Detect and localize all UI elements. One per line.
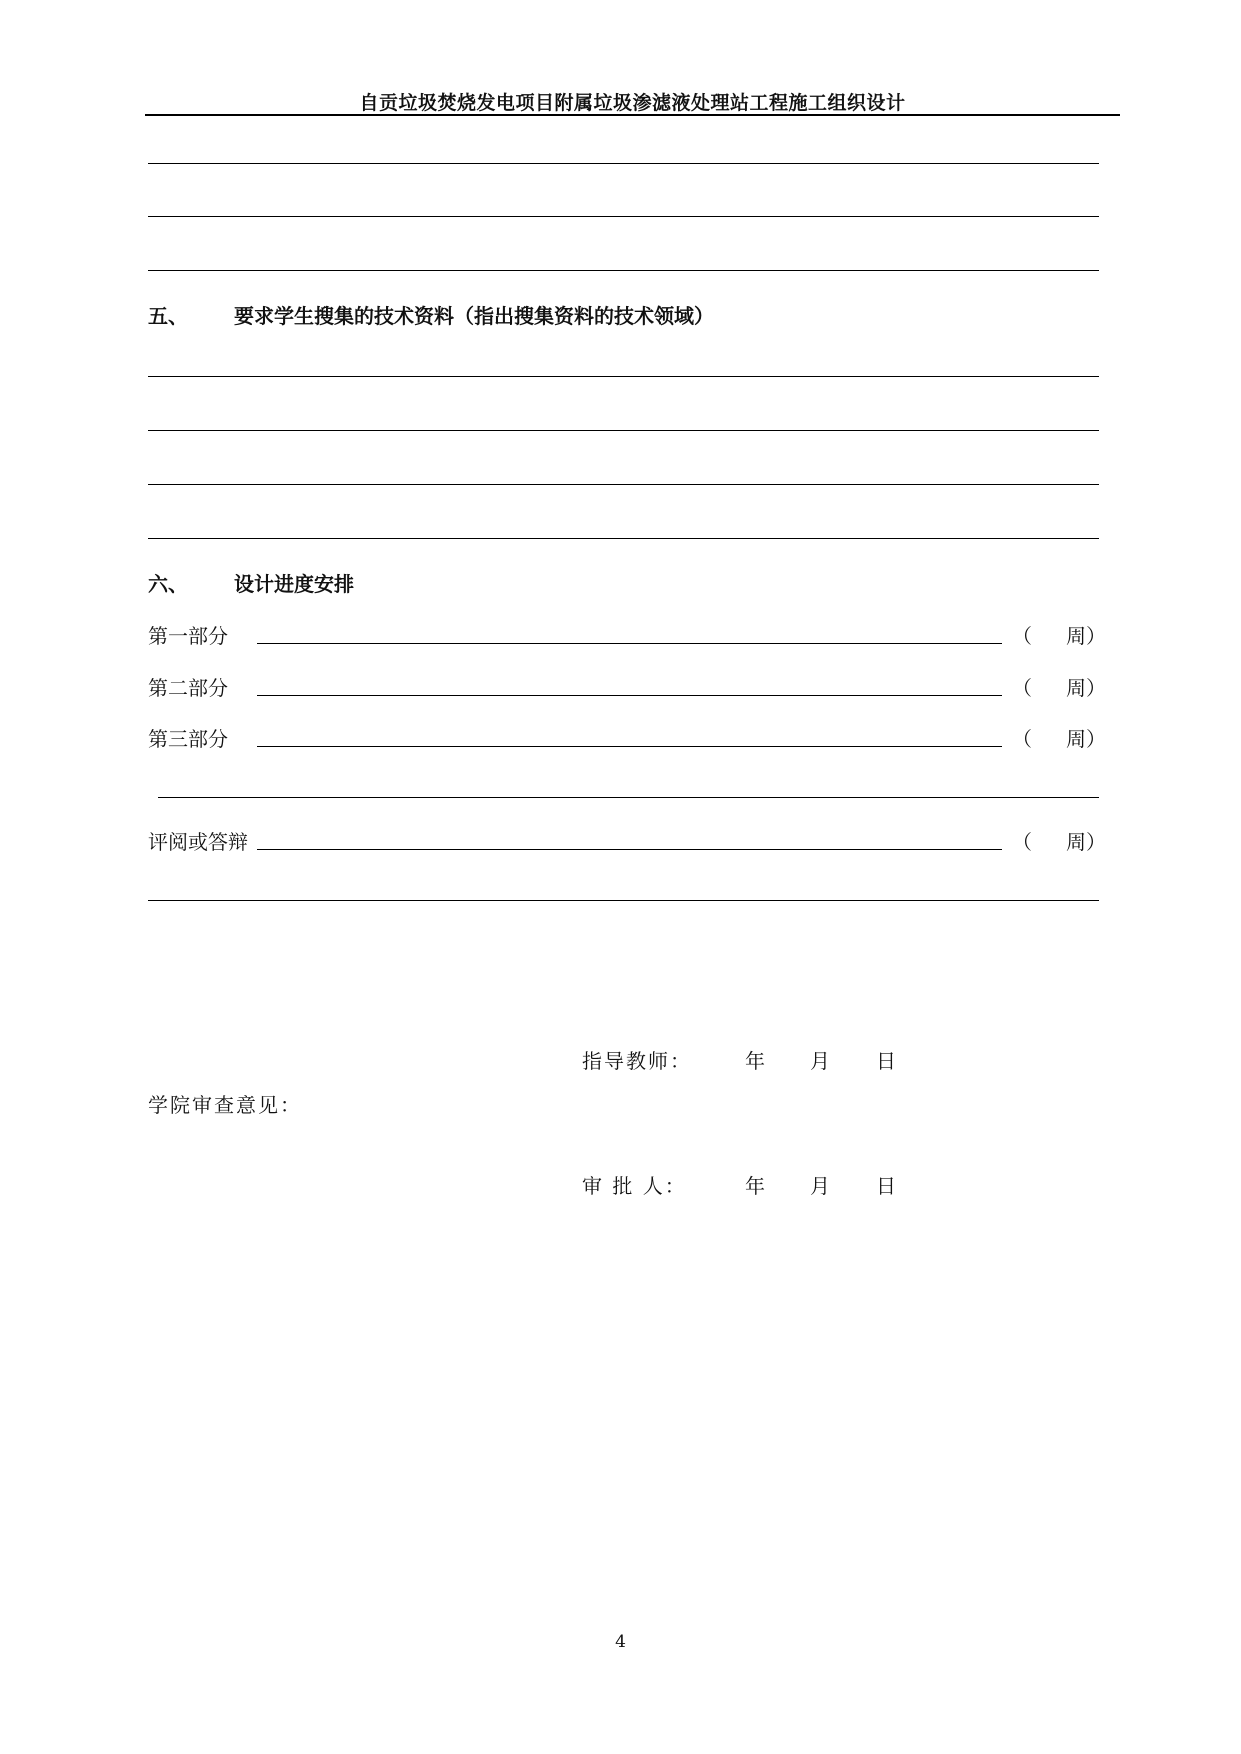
blank-answer-line	[148, 376, 1099, 377]
blank-answer-line	[148, 484, 1099, 485]
schedule-paren-open: （	[1012, 830, 1032, 854]
schedule-row-blank	[257, 746, 1002, 747]
blank-answer-line	[148, 216, 1099, 217]
page-number: 4	[615, 1632, 626, 1652]
section-5-number: 五、	[148, 304, 188, 328]
document-header-title: 自贡垃圾焚烧发电项目附属垃圾渗滤液处理站工程施工组织设计	[359, 92, 906, 114]
blank-answer-line	[148, 163, 1099, 164]
section-5-title: 要求学生搜集的技术资料（指出搜集资料的技术领域）	[234, 304, 714, 328]
schedule-week-unit: 周）	[1066, 727, 1106, 751]
schedule-row-blank	[257, 849, 1002, 850]
schedule-row-blank	[257, 695, 1002, 696]
schedule-paren-open: （	[1012, 676, 1032, 700]
schedule-week-unit: 周）	[1066, 624, 1106, 648]
advisor-month: 月	[810, 1049, 832, 1073]
blank-answer-line	[148, 900, 1099, 901]
schedule-row-label: 第二部分	[148, 676, 228, 700]
advisor-year: 年	[745, 1049, 767, 1073]
approver-year: 年	[745, 1174, 767, 1198]
section-6-number: 六、	[148, 572, 188, 596]
schedule-row-label: 评阅或答辩	[148, 830, 248, 854]
advisor-day: 日	[876, 1049, 898, 1073]
schedule-row-label: 第三部分	[148, 727, 228, 751]
schedule-week-unit: 周）	[1066, 676, 1106, 700]
approver-label: 审 批 人：	[582, 1174, 687, 1198]
advisor-label: 指导教师：	[582, 1049, 692, 1073]
approver-day: 日	[876, 1174, 898, 1198]
blank-answer-line	[148, 538, 1099, 539]
schedule-week-unit: 周）	[1066, 830, 1106, 854]
schedule-paren-open: （	[1012, 624, 1032, 648]
schedule-row-label: 第一部分	[148, 624, 228, 648]
blank-answer-line	[148, 270, 1099, 271]
blank-answer-line	[148, 430, 1099, 431]
schedule-paren-open: （	[1012, 727, 1032, 751]
schedule-row-blank	[257, 643, 1002, 644]
approver-month: 月	[810, 1174, 832, 1198]
college-opinion-label: 学院审查意见：	[148, 1093, 302, 1117]
section-6-title: 设计进度安排	[234, 572, 354, 596]
blank-answer-line	[158, 797, 1099, 798]
header-divider	[145, 114, 1120, 116]
